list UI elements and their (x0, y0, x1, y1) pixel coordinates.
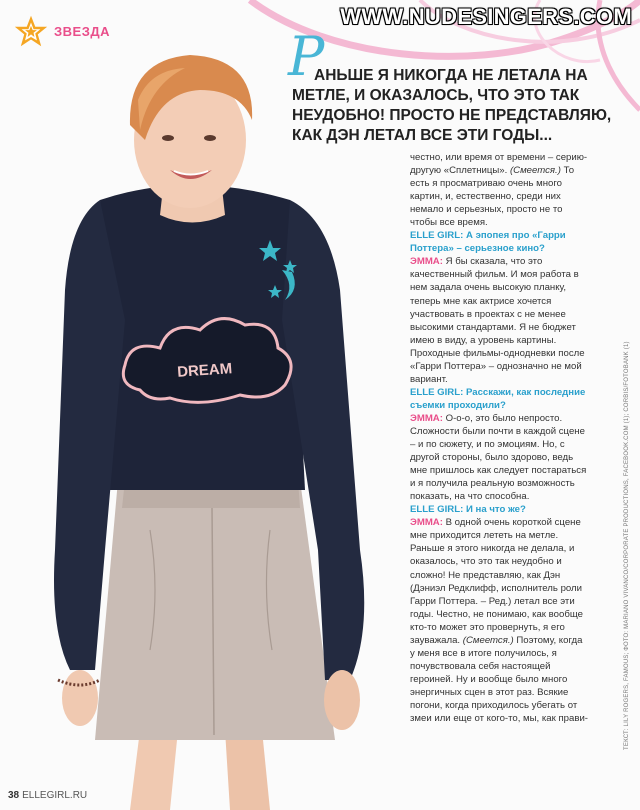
site-name: ELLEGIRL.RU (22, 790, 88, 801)
watermark: WWW.NUDESINGERS.COM (340, 4, 632, 29)
article-column (410, 151, 588, 725)
portrait-photo (0, 25, 400, 810)
pull-quote-text: АНЬШЕ Я НИКОГДА НЕ ЛЕТАЛА НА МЕТЛЕ, И ОКАЗАЛОСЬ, ЧТО ЭТО ТАК НЕУДОБНО! ПРОСТО НЕ ПРЕДСТАВЛЯЮ, КАК ДЭН ЛЕТАЛ ВСЕ ЭТИ ГОДЫ... (292, 67, 612, 144)
question-3-label: ELLE GIRL: (410, 504, 464, 516)
drop-cap: Р (288, 25, 325, 88)
question-1: А эпопея про «Гарри Поттера» – серьезное кино? (410, 230, 566, 255)
answer-2-label: ЭММА: (410, 412, 443, 424)
paragraph-1b: То есть я просматриваю очень много картин, и, естественно, среди них немало и серьезных, просто не то чтобы все время. (410, 165, 575, 229)
shirt-text: DREAM (176, 360, 233, 381)
question-2-label: ELLE GIRL: (410, 386, 464, 398)
answer-3: В одной очень короткой сцене мне приходится лететь на метле. Раньше я этого никогда не делала, и оказалось, что это так неудобно и сложно! Не представляю, как Дэн (Дэниэл Редклифф, исполнитель роли Гарри Поттера. – Ред.) летал все эти годы. Честно, не понимаю, как вообще кто-то может это провернуть, я его зауважала. (410, 517, 583, 646)
page-footer (8, 790, 87, 801)
answer-3-label: ЭММА: (410, 517, 443, 529)
question-2: Расскажи, как последние съемки проходили? (410, 386, 586, 411)
photo-credits: ТЕКСТ: LILY ROGERS, FAMOUS; ФОТО: MARIANO VIVANCO/CORPORATE PRODUCTIONS, FACEBOOK.COM (1); CORBIS/FOTOBANK (1) (624, 341, 630, 750)
answer-1-label: ЭММА: (410, 256, 443, 268)
remark-2: (Смеется.) (462, 634, 514, 646)
answer-2: О-о-о, это было непросто. Сложности были почти в каждой сцене – и по сюжету, и по эмоциям. Но, с другой стороны, было здорово, ведь мне пришлось как следует постараться и я получила реальную возможность показать, на что способна. (410, 412, 587, 503)
answer-1: Я бы сказала, что это качественный фильм. И моя работа в нем задала очень высокую планку, теперь мне как актрисе хочется участвовать в проектах с не менее высокими стандартами. Я не бюджет имею в виду, а уровень картины. Проходные фильмы-однодневки после «Гарри Поттера» – однозначно не мой вариант. (410, 256, 585, 385)
question-1-label: ELLE GIRL: (410, 230, 464, 242)
question-3: И на что же? (465, 504, 526, 516)
page-number: 38 (8, 790, 20, 801)
answer-3b: Поэтому, когда у меня все в итоге получилось, я почувствовала себя настоящей героиней. Ну и вообще было много энергичных сцен в этот раз. Всякие погони, когда приходилось убегать от змеи или еще от кого-то, мы, как прави- (410, 634, 588, 725)
paragraph-1: честно, или время от времени – серию-другую «Сплетницы». (410, 152, 588, 177)
section-label: ЗВЕЗДА (54, 23, 110, 39)
remark-1: (Смеется.) (509, 165, 561, 177)
